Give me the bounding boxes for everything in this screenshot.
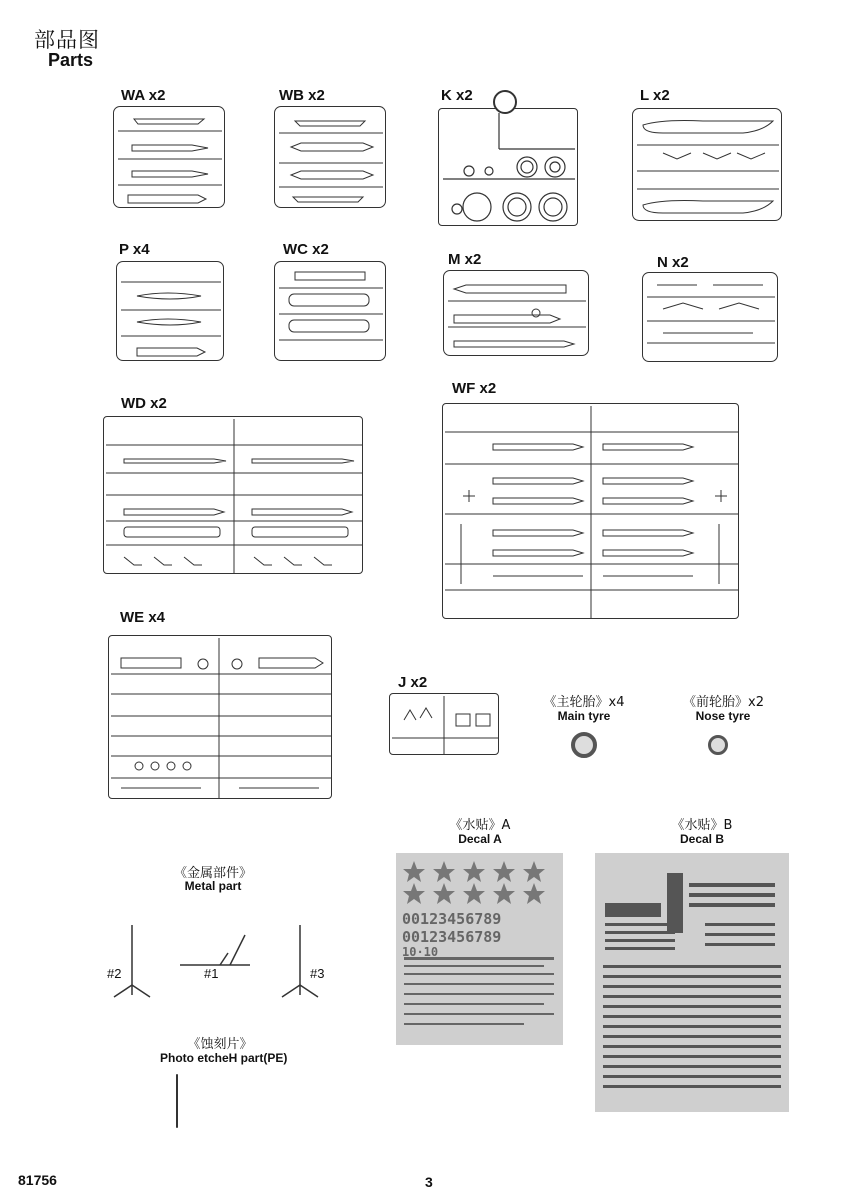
- metal-part-label: Metal part: [184, 879, 242, 893]
- sprue-label-wc: WC x2: [283, 241, 329, 258]
- pe-fret: [176, 1074, 178, 1128]
- page-number: 3: [425, 1174, 433, 1190]
- sprue-m-drawing: [444, 271, 589, 356]
- sprue-k: [438, 108, 578, 226]
- sprue-we-drawing: [109, 636, 332, 799]
- main-tyre-label-cn: 《主轮胎》x4: [543, 695, 625, 710]
- sprue-label-p: P x4: [119, 241, 150, 258]
- pe-drawing: [177, 1075, 178, 1128]
- sprue-l-drawing: [633, 109, 782, 221]
- sprue-wa-drawing: [114, 107, 225, 208]
- pe-label-cn: 《蚀刻片》: [187, 1037, 253, 1052]
- sprue-wd: [103, 416, 363, 574]
- sprue-label-n: N x2: [657, 254, 689, 271]
- decal-b-label-cn: 《水贴》B: [671, 818, 733, 833]
- sprue-label-wa: WA x2: [121, 87, 166, 104]
- sprue-wc: [274, 261, 386, 361]
- metal-part-3: #3: [310, 966, 325, 981]
- sprue-p: [116, 261, 224, 361]
- metal-part-1: #1: [204, 966, 219, 981]
- sprue-wf-drawing: [443, 404, 739, 619]
- sprue-label-j: J x2: [398, 674, 428, 691]
- sprue-p-drawing: [117, 262, 224, 361]
- sprue-k-ring: [493, 90, 517, 114]
- sprue-m: [443, 270, 589, 356]
- sprue-label-wd: WD x2: [121, 395, 167, 412]
- sprue-wa: [113, 106, 225, 208]
- metal-parts-drawing: [100, 915, 340, 1015]
- nose-tyre-label: Nose tyre: [695, 709, 751, 723]
- footer-code: 81756: [18, 1172, 57, 1188]
- decal-sheet-a: [396, 853, 563, 1045]
- sprue-j: [389, 693, 499, 755]
- pe-label: Photo etcheH part(PE): [160, 1051, 288, 1065]
- decal-a-digits-1: 00123456789: [402, 910, 502, 928]
- decal-b-label: Decal B: [679, 832, 725, 846]
- decal-a-digits-2: 00123456789: [402, 928, 502, 946]
- decal-a-label-cn: 《水贴》A: [449, 818, 511, 833]
- decal-sheet-b: [595, 853, 789, 1112]
- page-title-cn: 部品图: [34, 28, 100, 52]
- sprue-label-k: K x2: [441, 87, 473, 104]
- main-tyre-part: [571, 732, 597, 758]
- decal-a-small: 10·10: [402, 945, 439, 959]
- sprue-n: [642, 272, 778, 362]
- sprue-label-m: M x2: [448, 251, 482, 268]
- sprue-k-drawing: [439, 109, 578, 226]
- sprue-wb-drawing: [275, 107, 386, 208]
- nose-tyre-part: [708, 735, 728, 755]
- nose-tyre-label-cn: 《前轮胎》x2: [683, 695, 764, 710]
- sprue-label-wf: WF x2: [452, 380, 497, 397]
- sprue-n-drawing: [643, 273, 778, 362]
- metal-part-label-cn: 《金属部件》: [173, 866, 252, 881]
- sprue-l: [632, 108, 782, 221]
- sprue-we: [108, 635, 332, 799]
- sprue-label-we: WE x4: [120, 609, 166, 626]
- decal-b-drawing: [595, 853, 789, 1112]
- sprue-label-wb: WB x2: [279, 87, 325, 104]
- sprue-wb: [274, 106, 386, 208]
- decal-a-label: Decal A: [458, 832, 502, 846]
- sprue-j-drawing: [390, 694, 499, 755]
- sprue-wc-drawing: [275, 262, 386, 361]
- page-title: Parts: [48, 50, 94, 70]
- sprue-wd-drawing: [104, 417, 363, 574]
- sprue-label-l: L x2: [640, 87, 670, 104]
- sprue-wf: [442, 403, 739, 619]
- metal-part-2: #2: [107, 966, 122, 981]
- main-tyre-label: Main tyre: [557, 709, 611, 723]
